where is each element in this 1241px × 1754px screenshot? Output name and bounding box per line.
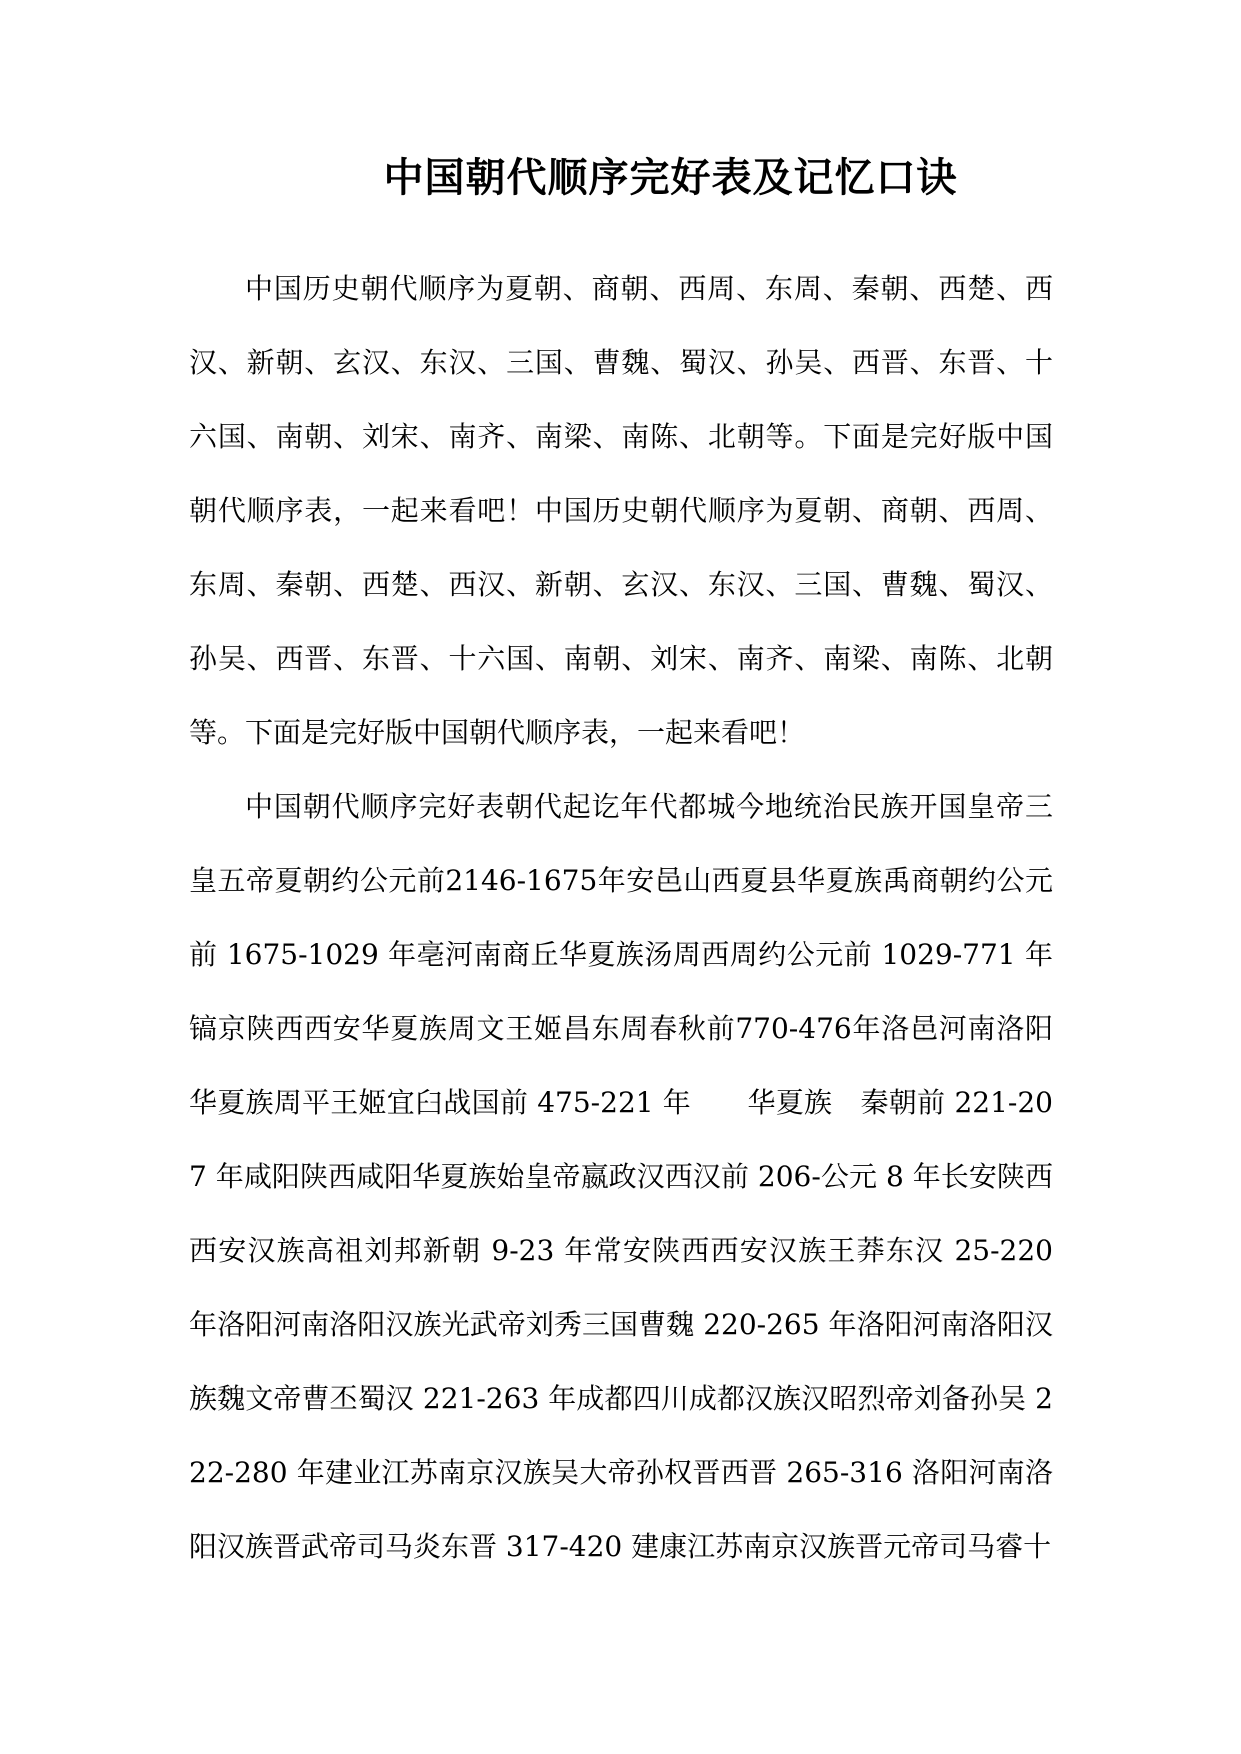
intro-paragraph: 中国历史朝代顺序为夏朝、商朝、西周、东周、秦朝、西楚、西汉、新朝、玄汉、东汉、三国、曹魏、蜀汉、孙吴、西晋、东晋、十六国、南朝、刘宋、南齐、南梁、南陈、北朝等。下面是完好版中国朝代顺序表，一起来看吧！中国历史朝代顺序为夏朝、商朝、西周、东周、秦朝、西楚、西汉、新朝、玄汉、东汉、三国、曹魏、蜀汉、孙吴、西晋、东晋、十六国、南朝、刘宋、南齐、南梁、南陈、北朝等。下面是完好版中国朝代顺序表，一起来看吧！ <box>189 272 1053 749</box>
document-title: 中国朝代顺序完好表及记忆口诀 <box>383 154 958 201</box>
dynasty-table-paragraph: 中国朝代顺序完好表朝代起讫年代都城今地统治民族开国皇帝三皇五帝夏朝约公元前2146-1675年安邑山西夏县华夏族禹商朝约公元前 1675-1029 年亳河南商丘华夏族汤周西周约公元前 1029-771 年镐京陕西西安华夏族周文王姬昌东周春秋前770-476年洛邑河南洛阳华夏族周平王姬宜臼战国前 475-221 年 华夏族 秦朝前 221-207 年咸阳陕西咸阳华夏族始皇帝嬴政汉西汉前 206-公元 8 年长安陕西西安汉族高祖刘邦新朝 9-23 年常安陕西西安汉族王莽东汉 25-220 年洛阳河南洛阳汉族光武帝刘秀三国曹魏 220-265 年洛阳河南洛阳汉族魏文帝曹丕蜀汉 221-263 年成都四川成都汉族汉昭烈帝刘备孙吴 222-280 年建业江苏南京汉族吴大帝孙权晋西晋 265-316 洛阳河南洛阳汉族晋武帝司马炎东晋 317-420 建康江苏南京汉族晋元帝司马睿十 <box>189 790 1053 1563</box>
document-body <box>189 252 1053 1584</box>
